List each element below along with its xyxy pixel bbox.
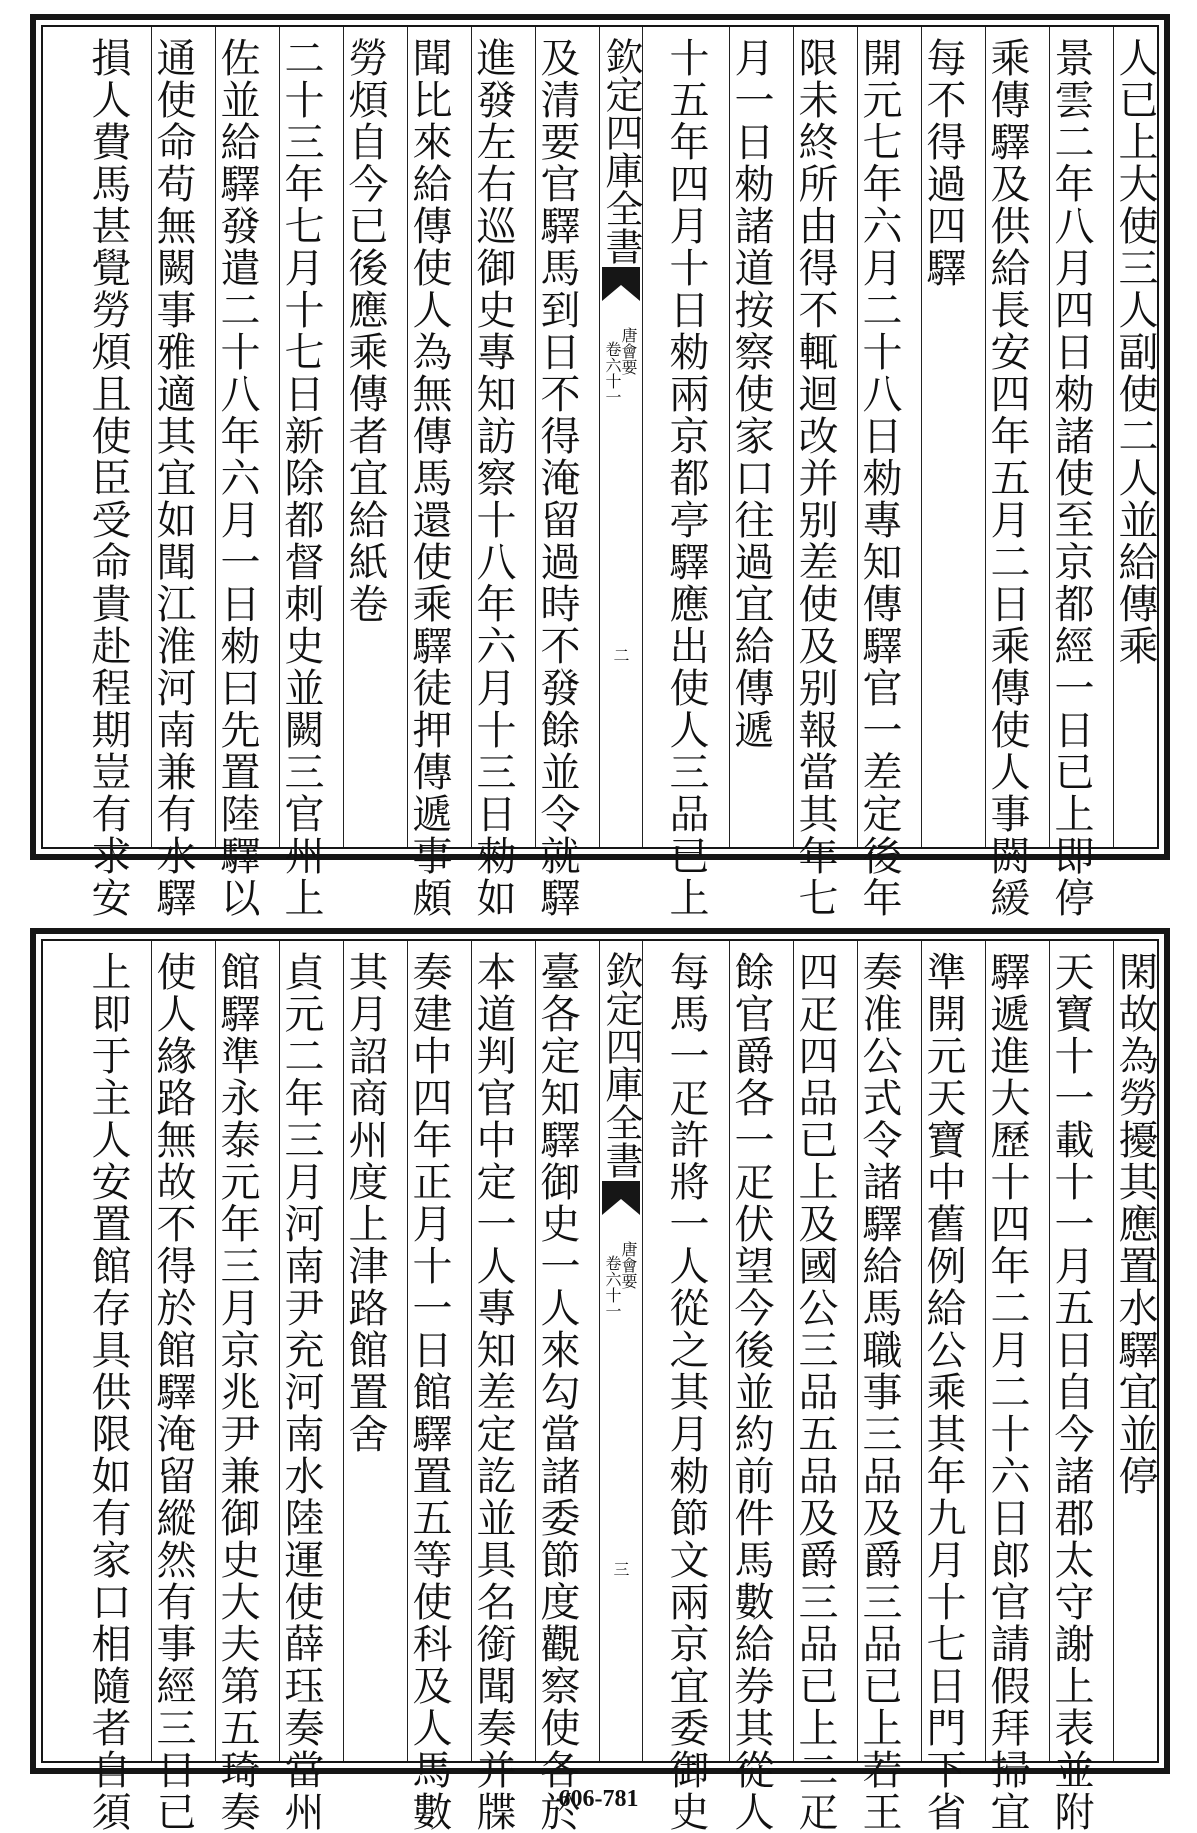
text-column: 館驛準永泰元年三月京兆尹兼御史大夫第五琦奏 xyxy=(215,941,258,1761)
text-column: 通使命苟無闕事雅適其宜如聞江淮河南兼有水驛 xyxy=(151,27,194,847)
fish-tail-mark-icon xyxy=(602,1181,640,1215)
gutter-center-column xyxy=(599,27,643,847)
text-column: 驛遞進大歷十四年二月二十六日郎官請假拜掃宜 xyxy=(985,941,1028,1761)
text-column: 勞煩自今已後應乘傳者宜給紙卷 xyxy=(343,27,386,847)
text-column: 開元七年六月二十八日勑專知傳驛官一差定後年 xyxy=(857,27,900,847)
gutter-book-title: 唐會要 xyxy=(619,1241,638,1289)
text-column: 天寶十一載十一月五日自今諸郡太守謝上表並附 xyxy=(1049,941,1092,1761)
text-column: 人已上大使三人副使二人並給傳乘 xyxy=(1113,27,1156,847)
text-column: 及清要官驛馬到日不得淹留過時不發餘並令就驛 xyxy=(535,27,578,847)
text-column: 月一日勑諸道按察使家口往過宜給傳遞 xyxy=(729,27,772,847)
text-column: 每不得過四驛 xyxy=(921,27,964,847)
page-code: 606-781 xyxy=(558,1786,639,1812)
gutter-title: 欽定四庫全書 xyxy=(599,951,643,1179)
gutter-leaf-number: 三 xyxy=(611,1561,630,1577)
top-page xyxy=(30,14,1170,919)
gutter-leaf-number: 二 xyxy=(611,647,630,663)
text-column: 進發左右巡御史專知訪察十八年六月十三日勑如 xyxy=(471,27,514,847)
text-column: 二十三年七月十七日新除都督刺史並闕三官州上 xyxy=(279,27,322,847)
text-column: 奏准公式令諸驛給馬職事三品及爵三品已上若王 xyxy=(857,941,900,1761)
gutter-center-column xyxy=(599,941,643,1761)
text-column: 十五年四月十日勑兩京都亭驛應出使人三品已上 xyxy=(663,37,709,919)
text-column: 貞元二年三月河南尹充河南水陸運使薛珏奏當州 xyxy=(279,941,322,1761)
text-column: 奏建中四年正月十一日館驛置五等使科及人馬數 xyxy=(407,941,450,1761)
text-column: 四疋四品已上及國公三品五品及爵三品已上二疋 xyxy=(793,941,836,1761)
text-column: 臺各定知驛御史一人來勾當諸委節度觀察使各於 xyxy=(535,941,578,1761)
text-column: 使人緣路無故不得於館驛淹留縱然有事經三日已 xyxy=(151,941,194,1761)
top-page-frame xyxy=(41,25,1159,919)
gutter-volume: 卷六十一 xyxy=(603,1255,622,1319)
text-column: 上即于主人安置館存具供限如有家口相隨者自須 xyxy=(85,951,131,1833)
text-column: 乘傳驛及供給長安四年五月二日乘傳使人事閼緩 xyxy=(985,27,1028,847)
text-column: 景雲二年八月四日勑諸使至京都經一日已上即停 xyxy=(1049,27,1092,847)
text-column: 閑故為勞擾其應置水驛宜並停 xyxy=(1113,941,1156,1761)
text-column: 損人費馬甚覺勞煩且使臣受命貴赴程期豈有求安 xyxy=(85,37,131,919)
text-column: 佐並給驛發遣二十八年六月一日勑曰先置陸驛以 xyxy=(215,27,258,847)
text-column: 每馬一疋許將一人從之其月勑節文兩京宜委御史 xyxy=(663,951,709,1833)
text-column: 聞比來給傳使人為無傳馬還使乘驛徒押傳遞事頗 xyxy=(407,27,450,847)
gutter-book-title: 唐會要 xyxy=(619,327,638,375)
text-column: 限未終所由得不輒迴改并别差使及别報當其年七 xyxy=(793,27,836,847)
text-column: 本道判官中定一人專知差定訖並具名銜聞奏并牒 xyxy=(471,941,514,1761)
text-column: 準開元天寶中舊例給公乘其年九月十七日門下省 xyxy=(921,941,964,1761)
gutter-volume: 卷六十一 xyxy=(603,341,622,405)
text-column: 其月詔商州度上津路館置舍 xyxy=(343,941,386,1761)
gutter-title: 欽定四庫全書 xyxy=(599,37,643,265)
text-column: 餘官爵各一疋伏望今後並約前件馬數給券其從人 xyxy=(729,941,772,1761)
fish-tail-mark-icon xyxy=(602,267,640,301)
